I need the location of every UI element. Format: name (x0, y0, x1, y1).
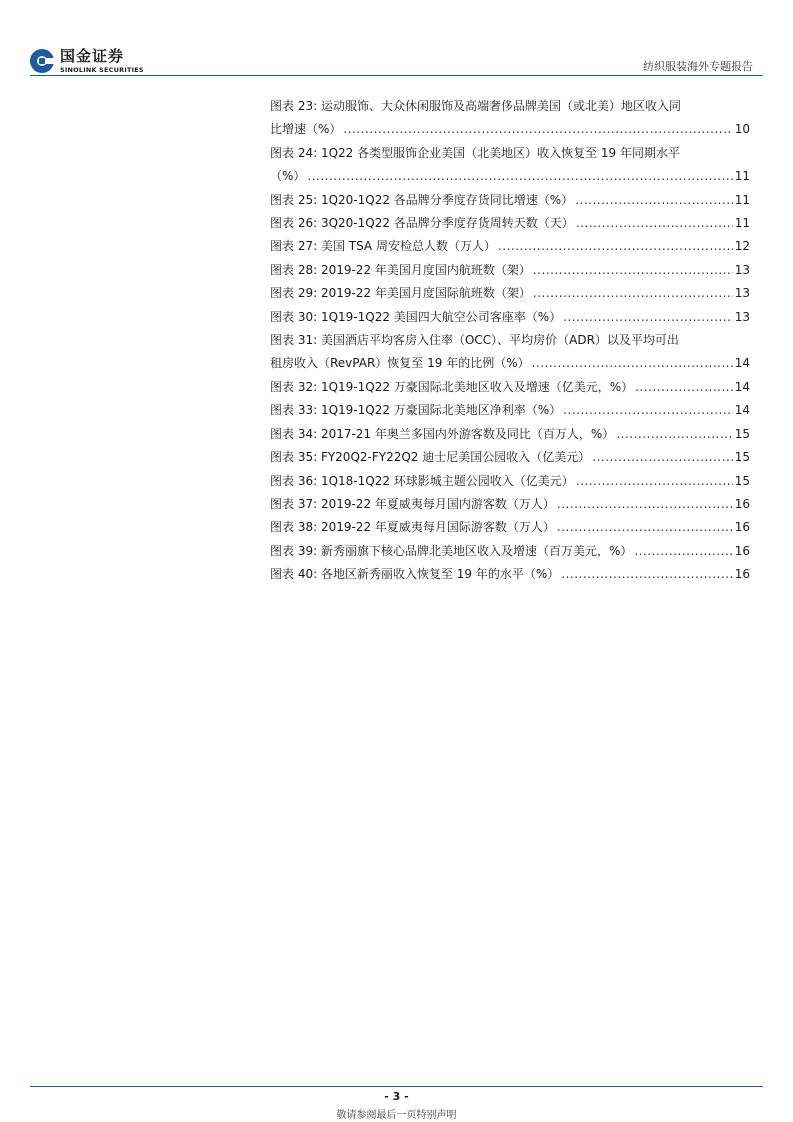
toc-entry-title: 图表 26: 3Q20-1Q22 各品牌分季度存货周转天数（天） (270, 216, 574, 231)
toc-page-number: 14 (734, 379, 750, 394)
toc-entry[interactable] (270, 282, 750, 305)
toc-leader-dots (307, 165, 732, 188)
toc-page-number: 16 (734, 567, 750, 582)
toc-leader-dots (563, 399, 733, 422)
toc-leader-dots (533, 259, 733, 282)
page-number: - 3 - (384, 1090, 409, 1103)
toc-entry-title: 比增速（%） (270, 122, 342, 137)
toc-page-number: 15 (734, 473, 750, 488)
toc-page-number: 15 (734, 450, 750, 465)
toc-page-number: 11 (734, 169, 750, 184)
toc-page-number: 14 (734, 356, 750, 371)
toc-leader-dots (634, 540, 732, 563)
toc-leader-dots (532, 352, 733, 375)
toc-page-number: 16 (734, 520, 750, 535)
toc-entry-title: 图表 36: 1Q18-1Q22 环球影城主题公园收入（亿美元） (270, 473, 574, 488)
toc-entry[interactable] (270, 470, 750, 493)
toc-page-number: 11 (734, 216, 750, 231)
toc-leader-dots (557, 493, 733, 516)
toc-entry[interactable] (270, 540, 750, 563)
toc-entry-title: 图表 32: 1Q19-1Q22 万豪国际北美地区收入及增速（亿美元，%） (270, 379, 634, 394)
toc-page-number: 11 (734, 192, 750, 207)
toc-leader-dots (635, 376, 733, 399)
toc-entry[interactable] (270, 563, 750, 586)
toc-entry-title: 租房收入（RevPAR）恢复至 19 年的比例（%） (270, 356, 530, 371)
toc-entry-title-line: 图表 23: 运动服饰、大众休闲服饰及高端奢侈品牌美国（或北美）地区收入同 (270, 99, 681, 113)
toc-page-number: 10 (734, 122, 750, 137)
toc-leader-dots (616, 423, 732, 446)
toc-page-number: 16 (734, 543, 750, 558)
toc-entry[interactable] (270, 95, 750, 142)
toc-page-number: 15 (734, 426, 750, 441)
toc-entry-title: 图表 38: 2019-22 年夏威夷每月国际游客数（万人） (270, 520, 555, 535)
toc-entry[interactable] (270, 306, 750, 329)
logo-mark-icon (30, 49, 54, 73)
toc-entry[interactable] (270, 142, 750, 189)
footer-divider (30, 1086, 763, 1087)
toc-leader-dots (576, 470, 733, 493)
toc-leader-dots (592, 446, 732, 469)
toc-entry[interactable] (270, 399, 750, 422)
toc-leader-dots (498, 235, 733, 258)
toc-entry-title: 图表 25: 1Q20-1Q22 各品牌分季度存货同比增速（%） (270, 192, 574, 207)
toc-entry-title-line: 图表 24: 1Q22 各类型服饰企业美国（北美地区）收入恢复至 19 年同期水平 (270, 145, 681, 160)
logo-english-name: SINOLINK SECURITIES (60, 65, 144, 74)
toc-leader-dots (575, 189, 733, 212)
toc-page-number: 14 (734, 403, 750, 418)
toc-page-number: 12 (734, 239, 750, 254)
toc-entry[interactable] (270, 189, 750, 212)
toc-entry-title: 图表 33: 1Q19-1Q22 万豪国际北美地区净利率（%） (270, 403, 562, 418)
toc-entry-title: 图表 34: 2017-21 年奥兰多国内外游客数及同比（百万人，%） (270, 426, 615, 441)
toc-leader-dots (563, 306, 733, 329)
toc-page-number: 16 (734, 496, 750, 511)
header-divider (30, 75, 763, 76)
toc-entry[interactable] (270, 259, 750, 282)
toc-entry[interactable] (270, 235, 750, 258)
toc-entry-title: （%） (270, 169, 306, 184)
toc-entry[interactable] (270, 493, 750, 516)
sinolink-logo (30, 46, 144, 76)
toc-entry-title: 图表 28: 2019-22 年美国月度国内航班数（架） (270, 262, 531, 277)
table-of-figures (270, 95, 750, 587)
toc-entry-title-line: 图表 31: 美国酒店平均客房入住率（OCC）、平均房价（ADR）以及平均可出 (270, 333, 679, 348)
toc-entry[interactable] (270, 329, 750, 376)
toc-entry[interactable] (270, 212, 750, 235)
toc-entry-title: 图表 39: 新秀丽旗下核心品牌北美地区收入及增速（百万美元，%） (270, 543, 633, 558)
toc-leader-dots (561, 563, 732, 586)
toc-page-number: 13 (734, 309, 750, 324)
toc-entry-title: 图表 29: 2019-22 年美国月度国际航班数（架） (270, 286, 531, 301)
report-title: 纺织服装海外专题报告 (643, 60, 753, 73)
logo-chinese-name: 国金证券 (60, 46, 125, 65)
toc-entry-title: 图表 35: FY20Q2-FY22Q2 迪士尼美国公园收入（亿美元） (270, 450, 591, 465)
toc-entry[interactable] (270, 516, 750, 539)
toc-page-number: 13 (734, 286, 750, 301)
toc-leader-dots (576, 212, 733, 235)
toc-entry-title: 图表 30: 1Q19-1Q22 美国四大航空公司客座率（%） (270, 309, 562, 324)
disclaimer: 敬请参阅最后一页特别声明 (336, 1110, 457, 1121)
toc-leader-dots (557, 516, 733, 539)
toc-entry[interactable] (270, 446, 750, 469)
toc-entry-title: 图表 40: 各地区新秀丽收入恢复至 19 年的水平（%） (270, 567, 560, 582)
toc-entry-title: 图表 27: 美国 TSA 周安检总人数（万人） (270, 239, 496, 254)
toc-page-number: 13 (734, 262, 750, 277)
toc-entry[interactable] (270, 423, 750, 446)
page-header (0, 0, 793, 80)
toc-entry-title: 图表 37: 2019-22 年夏威夷每月国内游客数（万人） (270, 496, 555, 511)
toc-leader-dots (533, 282, 733, 305)
toc-leader-dots (343, 118, 732, 141)
toc-entry[interactable] (270, 376, 750, 399)
